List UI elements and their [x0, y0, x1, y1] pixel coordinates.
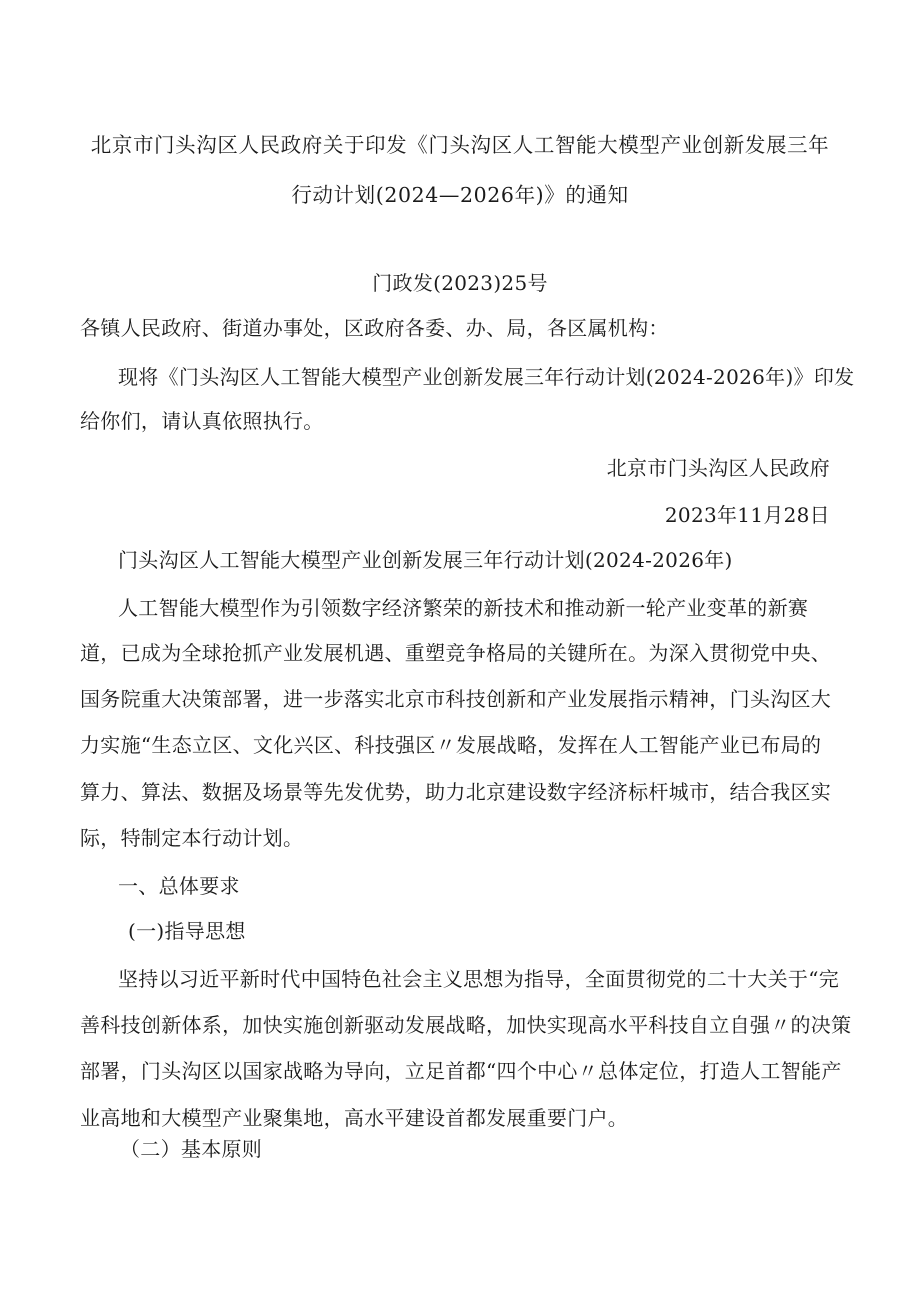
plan-title: 门头沟区人工智能大模型产业创新发展三年行动计划(2024-2026年): [118, 548, 733, 572]
intro-paragraph-line: 际，特制定本行动计划。: [80, 826, 304, 850]
issue-date: 2023年11月28日: [664, 503, 830, 527]
notice-body-line-1: 现将《门头沟区人工智能大模型产业创新发展三年行动计划(2024-2026年)》印发: [118, 365, 855, 389]
document-title-line-1: 北京市门头沟区人民政府关于印发《门头沟区人工智能大模型产业创新发展三年: [90, 133, 830, 157]
guiding-paragraph-line: 善科技创新体系，加快实施创新驱动发展战略，加快实现高水平科技自立自强〃的决策: [80, 1013, 852, 1037]
section-heading-general-requirements: 一、总体要求: [118, 874, 240, 898]
guiding-paragraph-line: 部署，门头沟区以国家战略为导向，立足首都“四个中心〃总体定位，打造人工智能产: [80, 1059, 842, 1083]
addressee: 各镇人民政府、街道办事处，区政府各委、办、局，各区属机构：: [80, 316, 669, 340]
intro-paragraph-line: 算力、算法、数据及场景等先发优势，助力北京建设数字经济标杆城市，结合我区实: [80, 780, 832, 804]
intro-paragraph-line: 人工智能大模型作为引领数字经济繁荣的新技术和推动新一轮产业变革的新赛: [118, 596, 809, 620]
intro-paragraph-line: 力实施“生态立区、文化兴区、科技强区〃发展战略，发挥在人工智能产业已布局的: [80, 733, 822, 757]
issuer-signature: 北京市门头沟区人民政府: [606, 456, 830, 480]
subsection-heading-guiding-ideology: (一)指导思想: [128, 919, 246, 943]
document-number: 门政发(2023)25号: [372, 271, 548, 295]
guiding-paragraph-line: 坚持以习近平新时代中国特色社会主义思想为指导，全面贯彻党的二十大关于“完: [118, 967, 840, 991]
notice-body-line-2: 给你们，请认真依照执行。: [80, 409, 324, 433]
subsection-heading-basic-principles: （二）基本原则: [120, 1137, 263, 1161]
intro-paragraph-line: 国务院重大决策部署，进一步落实北京市科技创新和产业发展指示精神，门头沟区大: [80, 687, 832, 711]
document-title-line-2: 行动计划(2024—2026年)》的通知: [291, 183, 629, 207]
guiding-paragraph-line: 业高地和大模型产业聚集地，高水平建设首都发展重要门户。: [80, 1106, 629, 1130]
intro-paragraph-line: 道，已成为全球抢抓产业发展机遇、重塑竞争格局的关键所在。为深入贯彻党中央、: [80, 641, 832, 665]
